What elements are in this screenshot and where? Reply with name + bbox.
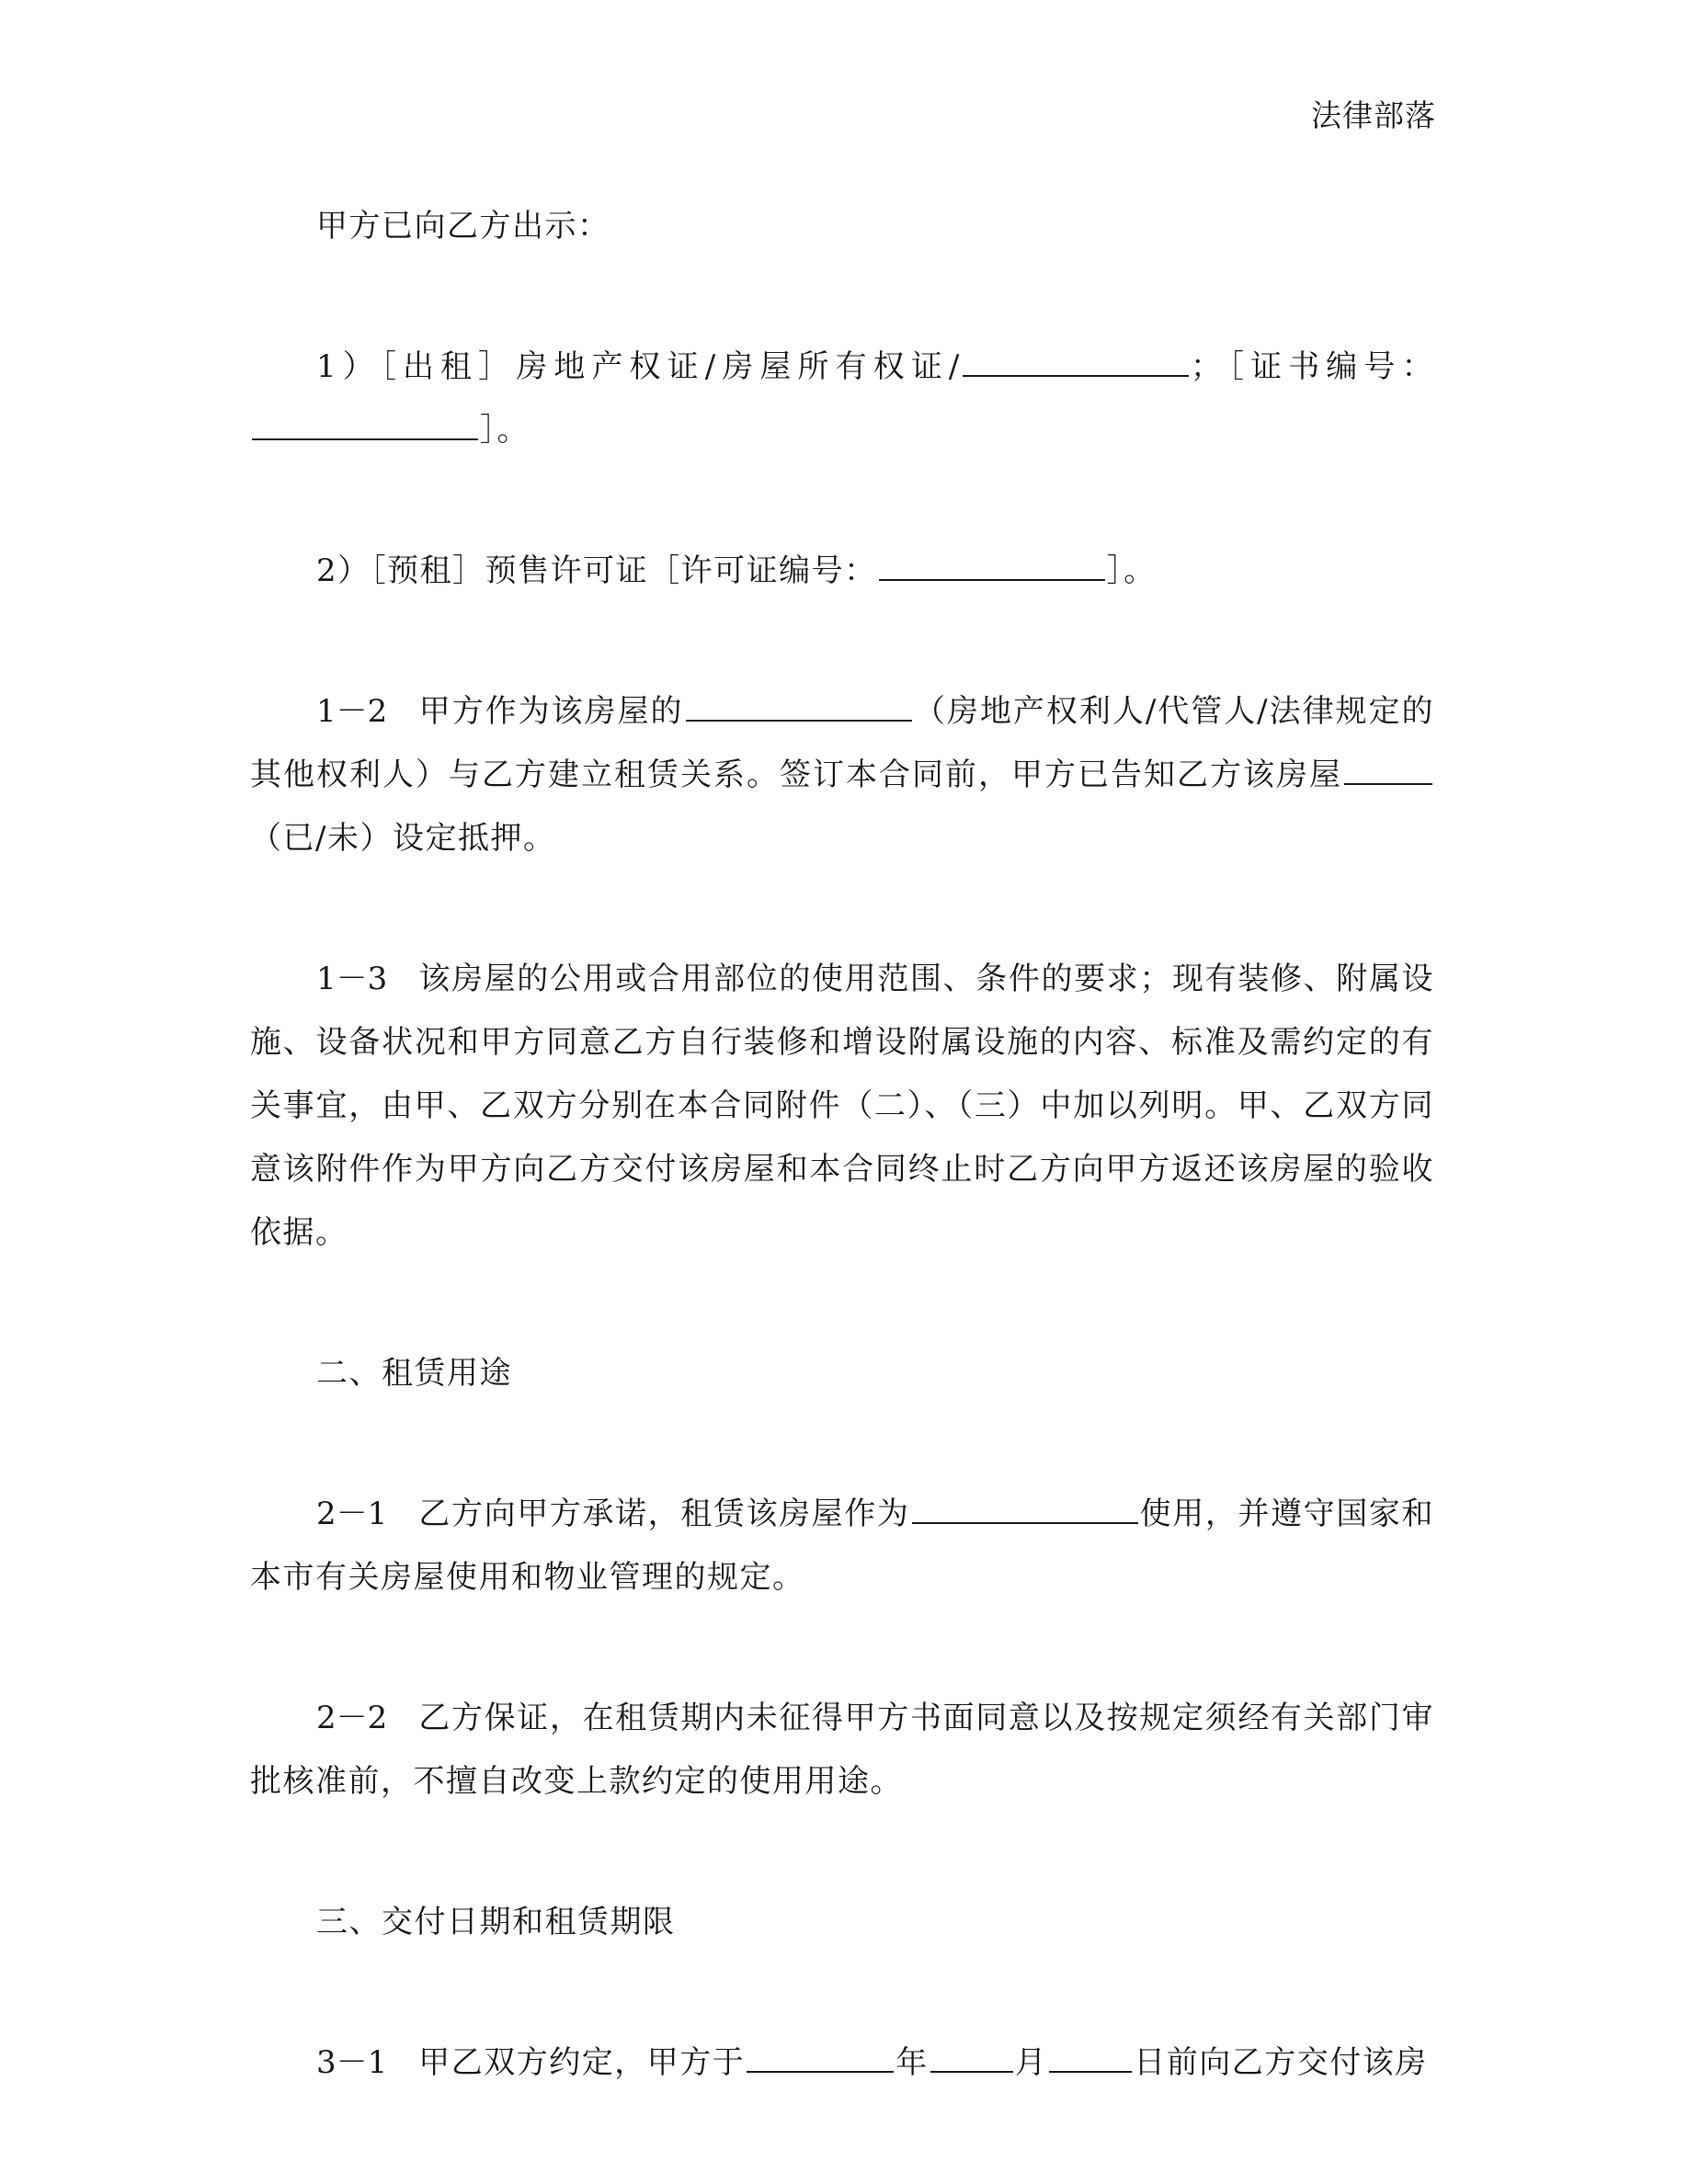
section-title: 三、交付日期和租赁期限 xyxy=(316,1904,676,1940)
clause-number: 2－2 xyxy=(316,1700,388,1736)
blank-line xyxy=(930,2040,1013,2073)
section-heading-rental-purpose xyxy=(250,1342,1434,1405)
blank-line xyxy=(747,2040,894,2073)
blank-line xyxy=(1049,2040,1132,2073)
paragraph-presale-license xyxy=(250,540,1434,603)
paragraph-text: 1）［出租］房地产权证/房屋所有权证/ xyxy=(316,348,961,385)
paragraph-text: （房地产权利人/代管人/法律规定的其他权利人）与乙方建立租赁关系。签订本合同前，甲方已告知乙方该房屋 xyxy=(250,693,1434,793)
paragraph-text: 日前向乙方交付该房 xyxy=(1134,2044,1428,2081)
paragraph-text: 甲乙双方约定，甲方于 xyxy=(418,2044,746,2081)
paragraph-clause-3-1 xyxy=(250,2031,1434,2095)
paragraph-text: 2）［预租］预售许可证［许可证编号： xyxy=(316,552,877,589)
paragraph-text: ］。 xyxy=(1106,552,1157,589)
document-body xyxy=(250,195,1434,2172)
paragraph-clause-1-3 xyxy=(250,948,1434,1265)
clause-number: 3－1 xyxy=(316,2044,388,2081)
paragraph-text: 甲方已向乙方出示： xyxy=(316,208,610,245)
paragraph-clause-2-2 xyxy=(250,1687,1434,1814)
blank-line xyxy=(963,344,1189,377)
document-header-brand: 法律部落 xyxy=(1311,97,1436,133)
blank-line xyxy=(912,1491,1138,1524)
clause-number: 2－1 xyxy=(316,1496,388,1532)
blank-line xyxy=(252,407,478,440)
paragraph-text: 该房屋的公用或合用部位的使用范围、条件的要求；现有装修、附属设施、设备状况和甲方同意乙方自行装修和增设附属设施的内容、标准及需约定的有关事宜，由甲、乙双方分别在本合同附件（二）、（三）中加以列明。甲、乙双方同意该附件作为甲方向乙方交付该房屋和本合同终止时乙方向甲方返还该房屋的验收依据。 xyxy=(250,961,1434,1251)
clause-number: 1－3 xyxy=(316,961,388,997)
paragraph-text: 使用，并遵守国家和本市有关房屋使用和物业管理的规定。 xyxy=(250,1496,1434,1596)
blank-line xyxy=(879,548,1105,581)
paragraph-text: ］。 xyxy=(480,412,530,449)
paragraph-clause-1-2 xyxy=(250,680,1434,870)
paragraph-text: （已/未）设定抵押。 xyxy=(250,820,556,857)
paragraph-shown-documents-intro xyxy=(250,195,1434,258)
blank-line xyxy=(1344,752,1432,785)
paragraph-text: ；［证书编号： xyxy=(1190,348,1435,385)
clause-number: 1－2 xyxy=(316,693,388,730)
blank-line xyxy=(686,688,912,722)
paragraph-rental-certificate xyxy=(250,336,1434,462)
paragraph-text: 月 xyxy=(1014,2044,1048,2081)
paragraph-clause-2-1 xyxy=(250,1483,1434,1610)
paragraph-text: 乙方保证，在租赁期内未征得甲方书面同意以及按规定须经有关部门审批核准前，不擅自改变上款约定的使用用途。 xyxy=(250,1700,1434,1800)
section-title: 二、租赁用途 xyxy=(316,1355,512,1392)
paragraph-text: 年 xyxy=(895,2044,929,2081)
paragraph-text: 乙方向甲方承诺，租赁该房屋作为 xyxy=(418,1496,910,1532)
section-heading-delivery-and-term xyxy=(250,1891,1434,1954)
paragraph-text: 甲方作为该房屋的 xyxy=(418,693,684,730)
